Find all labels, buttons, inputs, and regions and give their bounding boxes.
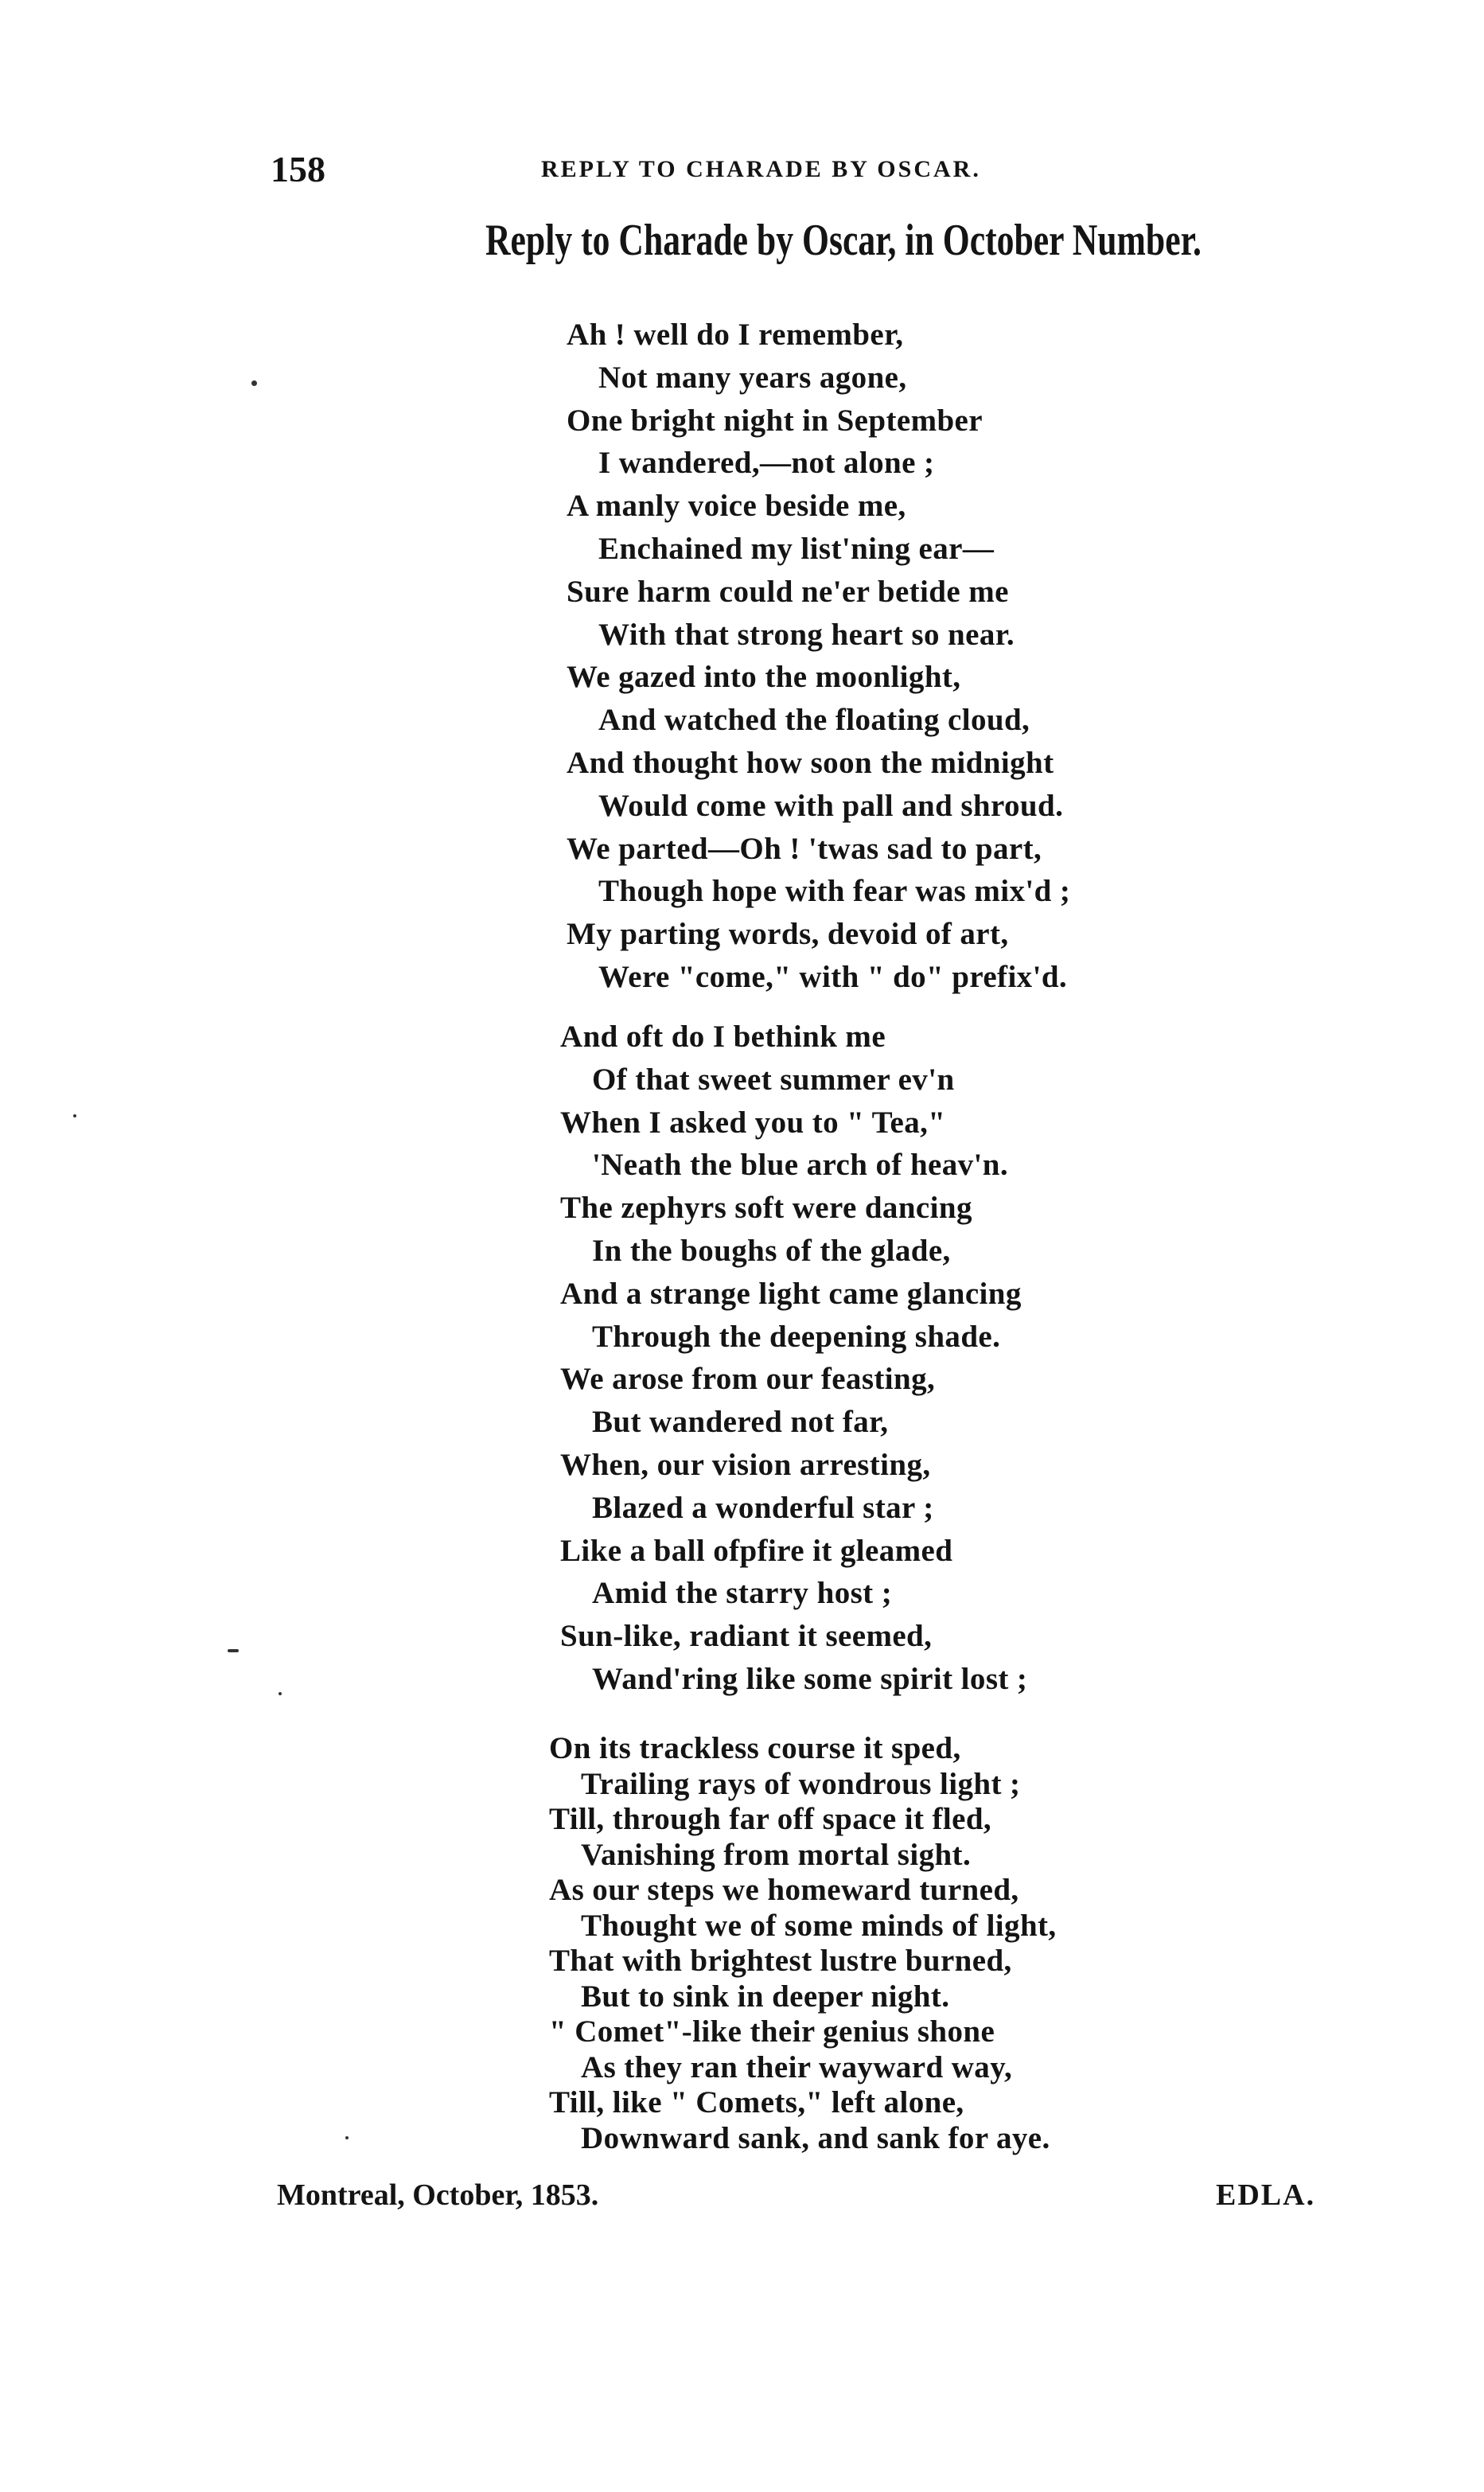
poem-line: Through the deepening shade. xyxy=(592,1319,1001,1354)
poem-line: Though hope with fear was mix'd ; xyxy=(598,874,1071,909)
poem-line: Amid the starry host ; xyxy=(592,1576,893,1611)
poem-line: Sun-like, radiant it seemed, xyxy=(560,1619,933,1654)
poem-line: A manly voice beside me, xyxy=(567,489,906,524)
poem-line: As our steps we homeward turned, xyxy=(549,1873,1019,1907)
poem-line: Downward sank, and sank for aye. xyxy=(581,2120,1050,2155)
poem-line: When, our vision arresting, xyxy=(560,1448,931,1482)
poem-line: In the boughs of the glade, xyxy=(592,1234,951,1268)
poem-line: Would come with pall and shroud. xyxy=(598,788,1064,823)
poem-line: We arose from our feasting, xyxy=(560,1362,936,1397)
poem-line: My parting words, devoid of art, xyxy=(567,917,1009,952)
print-speck xyxy=(251,380,257,386)
poem-line: Were "come," with " do" prefix'd. xyxy=(598,960,1068,994)
poem-line: 'Neath the blue arch of heav'n. xyxy=(592,1148,1009,1183)
poem-line: And a strange light came glancing xyxy=(560,1276,1022,1311)
print-speck xyxy=(278,1692,282,1695)
poem-line: And watched the floating cloud, xyxy=(598,703,1030,738)
poem-line: As they ran their wayward way, xyxy=(581,2049,1013,2084)
print-speck xyxy=(73,1114,76,1117)
poem-line: Of that sweet summer ev'n xyxy=(592,1062,955,1097)
poem-line: Trailing rays of wondrous light ; xyxy=(581,1766,1021,1801)
poem-line: Till, through far off space it fled, xyxy=(549,1802,992,1836)
print-speck xyxy=(228,1649,239,1652)
poem-line: That with brightest lustre burned, xyxy=(549,1944,1012,1978)
poem-line: Sure harm could ne'er betide me xyxy=(567,574,1009,609)
poem-line: I wandered,—not alone ; xyxy=(598,446,935,481)
poem-line: Vanishing from mortal sight. xyxy=(581,1837,972,1872)
poem-line: Ah ! well do I remember, xyxy=(567,318,904,352)
poem-line: The zephyrs soft were dancing xyxy=(560,1191,972,1226)
page-header xyxy=(271,148,1317,196)
poem-line: With that strong heart so near. xyxy=(598,617,1015,652)
poem-line: But to sink in deeper night. xyxy=(581,1979,950,2014)
poem-line: Enchained my list'ning ear— xyxy=(598,532,995,566)
poem-line: Not many years agone, xyxy=(598,360,907,395)
poem-line: We gazed into the moonlight, xyxy=(567,660,961,695)
poem-line: Like a ball ofpfire it gleamed xyxy=(560,1533,953,1568)
dateline: Montreal, October, 1853. xyxy=(277,2178,599,2212)
page-number: 158 xyxy=(271,149,325,189)
poem-line: But wandered not far, xyxy=(592,1405,889,1440)
poem-title: Reply to Charade by Oscar, in October Number. xyxy=(485,216,1202,265)
poem-line: On its trackless course it sped, xyxy=(549,1731,961,1765)
poem-line: Blazed a wonderful star ; xyxy=(592,1490,934,1525)
poem-line: And oft do I bethink me xyxy=(560,1020,886,1054)
poem-line: Wand'ring like some spirit lost ; xyxy=(592,1662,1028,1696)
poem-line: Till, like " Comets," left alone, xyxy=(549,2085,964,2120)
poem-line: Thought we of some minds of light, xyxy=(581,1908,1057,1943)
print-speck xyxy=(345,2136,349,2139)
author-signature: EDLA. xyxy=(1216,2178,1316,2212)
poem-line: " Comet"-like their genius shone xyxy=(549,2014,995,2049)
poem-line: When I asked you to " Tea," xyxy=(560,1105,946,1140)
poem-line: One bright night in September xyxy=(567,403,983,438)
running-head: REPLY TO CHARADE BY OSCAR. xyxy=(541,156,981,182)
poem-line: We parted—Oh ! 'twas sad to part, xyxy=(567,831,1042,866)
poem-line: And thought how soon the midnight xyxy=(567,746,1054,780)
